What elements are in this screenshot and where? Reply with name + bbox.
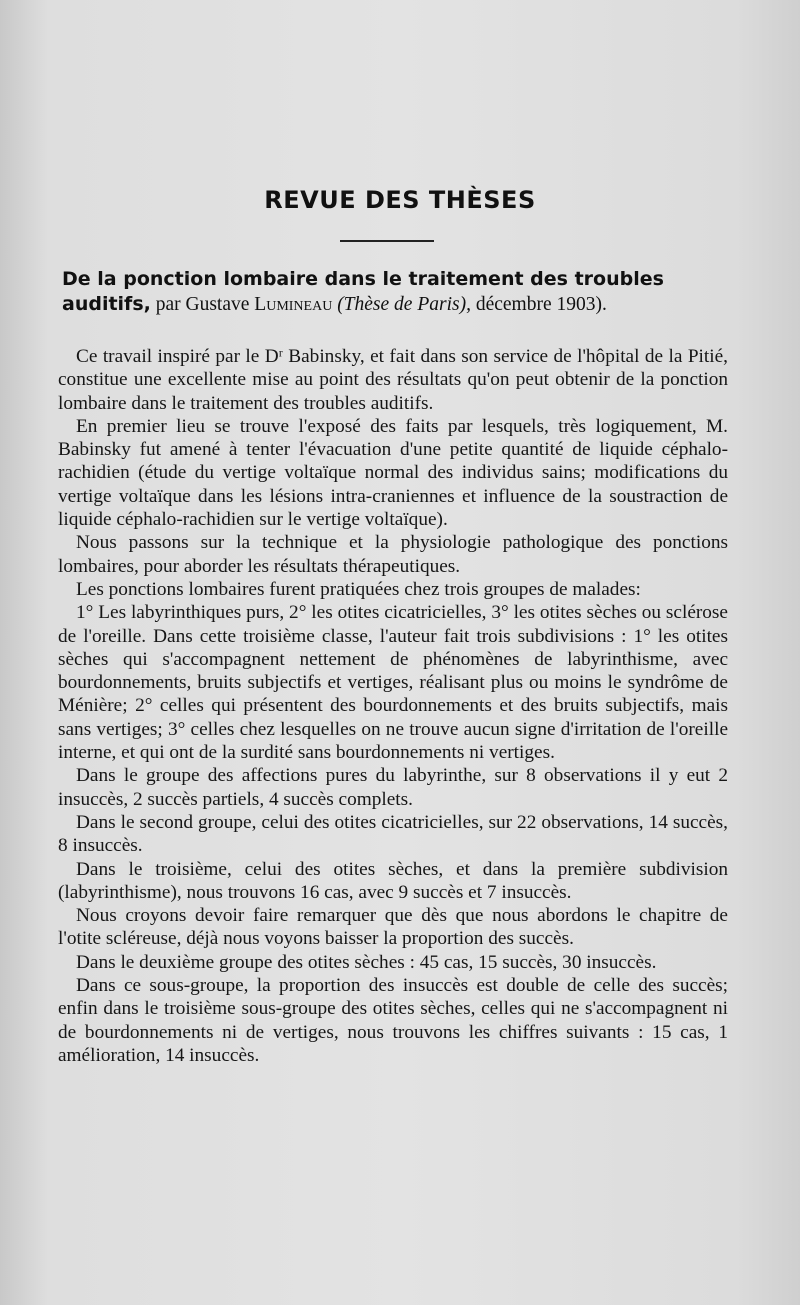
paragraph: Dans le second groupe, celui des otites cicatricielles, sur 22 observations, 14 succès, 8 insuccès.: [58, 811, 728, 857]
article-date: décembre 1903).: [475, 294, 607, 315]
paragraph: Les ponctions lombaires furent pratiquées chez trois groupes de malades:: [76, 578, 641, 600]
paragraph: 1° Les labyrinthiques purs, 2° les otites cicatricielles, 3° les otites sèches ou sclérose de l'oreille. Dans cette troisième classe, l'auteur fait trois subdivisions : 1° les otites sèches qui s'accompagnent nettement de phénomènes de labyrinthisme, avec bourdonnements, bruits subjectifs et vertiges, réalisant plus ou moins le syndrôme de Ménière; 2° celles qui présentent des bourdonnements et des bruits subjectifs, mais sans vertiges; 3° celles chez lesquelles on ne trouve aucun signe d'irritation de l'oreille interne, et qui ont de la surdité sans bourdonnements ni vertiges.: [58, 602, 728, 764]
article-body: [58, 345, 728, 1067]
paragraph: Dans ce sous-groupe, la proportion des insuccès est double de celle des succès; enfin dans le troisième sous-groupe des otites sèches, celles qui ne s'accompagnent ni de bourdonnements ni de vertiges, nous trouvons les chiffres suivants : 15 cas, 1 amélioration, 14 insuccès.: [58, 975, 728, 1066]
paragraph: Dans le groupe des affections pures du labyrinthe, sur 8 observations il y eut 2 insuccès, 2 succès partiels, 4 succès complets.: [58, 765, 728, 810]
paragraph: Ce travail inspiré par le Dʳ Babinsky, et fait dans son service de l'hôpital de la Pitié, constitue une excellente mise au point des résultats qu'on peut obtenir de la ponction lombaire dans le traitement des troubles auditifs.: [58, 346, 728, 414]
article-author: Lumineau: [254, 294, 333, 315]
article-heading: [62, 267, 742, 317]
paragraph: Nous croyons devoir faire remarquer que dès que nous abordons le chapitre de l'otite scléreuse, déjà nous voyons baisser la proportion des succès.: [58, 905, 728, 950]
title-rule: [340, 240, 434, 242]
article-by: par Gustave: [155, 294, 250, 315]
paragraph: En premier lieu se trouve l'exposé des faits par lesquels, très logiquement, M. Babinsky fut amené à tenter l'évacuation d'une petite quantité de liquide céphalo-rachidien (étude du vertige voltaïque normal des individus sains; modifications du vertige voltaïque dans les lésions intra-craniennes et influence de la soustraction de liquide céphalo-rachidien sur le vertige voltaïque).: [58, 415, 728, 531]
paragraph: Dans le troisième, celui des otites sèches, et dans la première subdivision (labyrinthisme), nous trouvons 16 cas, avec 9 succès et 7 insuccès.: [58, 858, 728, 903]
paragraph: Dans le deuxième groupe des otites sèches : 45 cas, 15 succès, 30 insuccès.: [76, 951, 657, 973]
paragraph: Nous passons sur la technique et la physiologie pathologique des ponctions lombaires, pour aborder les résultats thérapeutiques.: [58, 532, 728, 577]
article-source: (Thèse de Paris),: [337, 294, 471, 315]
article-title: De la ponction lombaire dans le traitement des troubles auditifs,: [62, 268, 664, 315]
section-title: REVUE DES THÈSES: [264, 186, 536, 214]
